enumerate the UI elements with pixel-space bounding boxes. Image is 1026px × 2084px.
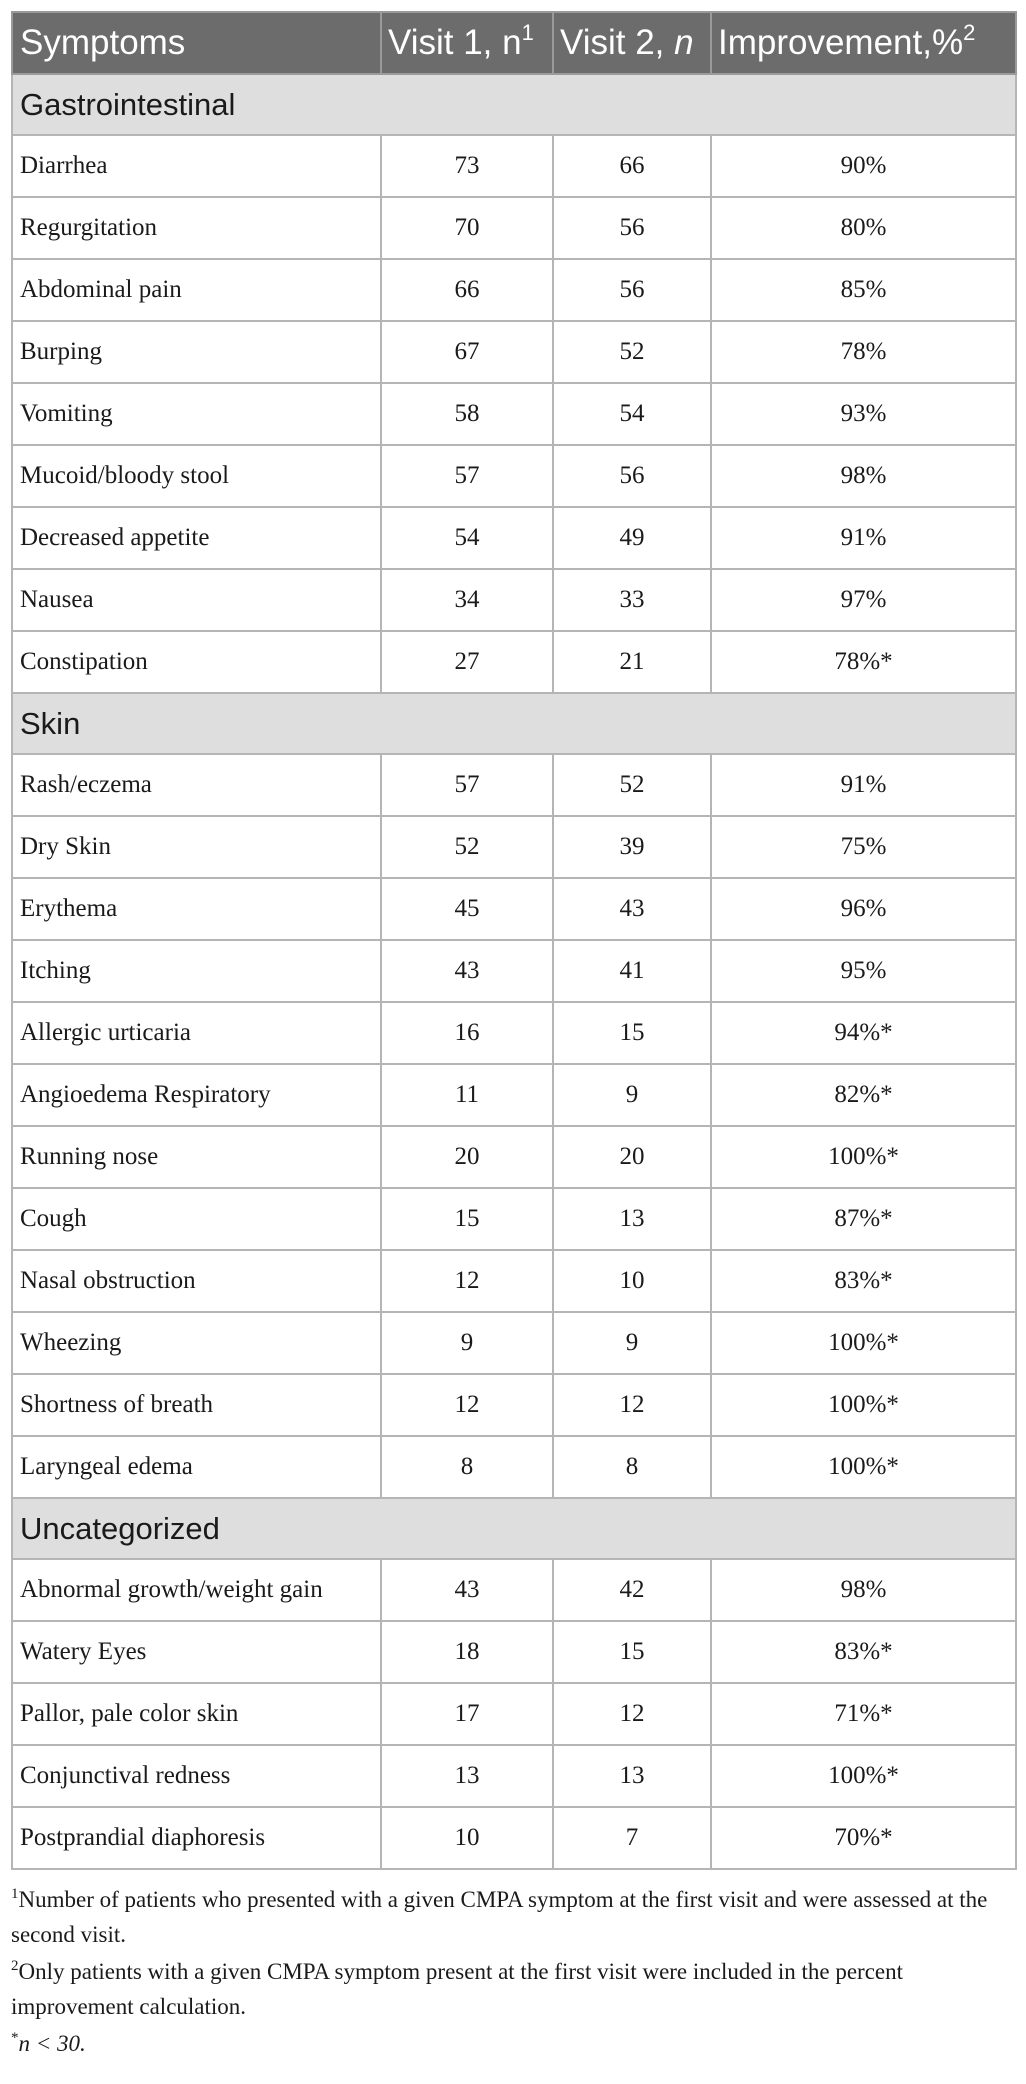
table-row [12, 321, 1016, 383]
table-body [12, 74, 1016, 1869]
table-row [12, 1126, 1016, 1188]
footnotes [11, 1882, 1015, 2061]
improvement-cell: 100%* [711, 1312, 1016, 1374]
improvement-cell: 80% [711, 197, 1016, 259]
symptom-cell: Postprandial diaphoresis [12, 1807, 381, 1869]
visit-1-cell: 54 [381, 507, 553, 569]
table-row [12, 631, 1016, 693]
table-row [12, 1250, 1016, 1312]
header-visit-2: Visit 2, n [553, 12, 711, 74]
improvement-cell: 100%* [711, 1126, 1016, 1188]
table-row [12, 1621, 1016, 1683]
category-label: Uncategorized [12, 1498, 1016, 1559]
improvement-cell: 100%* [711, 1374, 1016, 1436]
symptom-cell: Abdominal pain [12, 259, 381, 321]
improvement-cell: 96% [711, 878, 1016, 940]
visit-2-cell: 21 [553, 631, 711, 693]
improvement-cell: 91% [711, 754, 1016, 816]
symptom-cell: Nasal obstruction [12, 1250, 381, 1312]
symptom-cell: Laryngeal edema [12, 1436, 381, 1498]
visit-1-cell: 11 [381, 1064, 553, 1126]
category-row [12, 1498, 1016, 1559]
visit-1-cell: 17 [381, 1683, 553, 1745]
visit-2-cell: 54 [553, 383, 711, 445]
visit-2-cell: 15 [553, 1002, 711, 1064]
symptom-table-container [11, 11, 1015, 2063]
footnote-1: $^1$Number of patients who presented with a given CMPA symptom at the first visit and were assessed at the second visit. [11, 1886, 988, 1947]
visit-1-cell: 10 [381, 1807, 553, 1869]
table-row [12, 1559, 1016, 1621]
header-visit-1: Visit 1, $n^1$ [381, 12, 553, 74]
table-row [12, 1002, 1016, 1064]
visit-1-cell: 27 [381, 631, 553, 693]
footnote-3: *n < 30. [11, 2030, 86, 2056]
visit-1-cell: 12 [381, 1374, 553, 1436]
table-row [12, 1064, 1016, 1126]
improvement-cell: 83%* [711, 1250, 1016, 1312]
symptom-cell: Diarrhea [12, 135, 381, 197]
visit-1-cell: 18 [381, 1621, 553, 1683]
symptom-cell: Mucoid/bloody stool [12, 445, 381, 507]
visit-2-cell: 52 [553, 321, 711, 383]
improvement-cell: 91% [711, 507, 1016, 569]
footnote-2: $^2$Only patients with a given CMPA symptom present at the first visit were included in the percent improvement calculation. [11, 1958, 904, 2019]
visit-1-cell: 52 [381, 816, 553, 878]
improvement-cell: 95% [711, 940, 1016, 1002]
symptom-table [11, 11, 1017, 1870]
visit-2-cell: 7 [553, 1807, 711, 1869]
visit-2-cell: 20 [553, 1126, 711, 1188]
table-row [12, 135, 1016, 197]
improvement-cell: 71%* [711, 1683, 1016, 1745]
visit-1-cell: 73 [381, 135, 553, 197]
table-row [12, 1188, 1016, 1250]
symptom-cell: Shortness of breath [12, 1374, 381, 1436]
visit-2-cell: 49 [553, 507, 711, 569]
visit-1-cell: 45 [381, 878, 553, 940]
category-label: Skin [12, 693, 1016, 754]
symptom-cell: Dry Skin [12, 816, 381, 878]
symptom-cell: Itching [12, 940, 381, 1002]
table-row [12, 197, 1016, 259]
visit-2-cell: 12 [553, 1683, 711, 1745]
symptom-cell: Allergic urticaria [12, 1002, 381, 1064]
visit-1-cell: 43 [381, 940, 553, 1002]
visit-2-cell: 12 [553, 1374, 711, 1436]
symptom-cell: Pallor, pale color skin [12, 1683, 381, 1745]
symptom-cell: Conjunctival redness [12, 1745, 381, 1807]
visit-2-cell: 66 [553, 135, 711, 197]
table-row [12, 259, 1016, 321]
improvement-cell: 78%* [711, 631, 1016, 693]
visit-2-cell: 39 [553, 816, 711, 878]
table-row [12, 1683, 1016, 1745]
symptom-cell: Angioedema Respiratory [12, 1064, 381, 1126]
category-row [12, 693, 1016, 754]
visit-1-cell: 20 [381, 1126, 553, 1188]
improvement-cell: 90% [711, 135, 1016, 197]
visit-1-cell: 13 [381, 1745, 553, 1807]
header-symptoms: Symptoms [12, 12, 381, 74]
improvement-cell: 78% [711, 321, 1016, 383]
symptom-cell: Regurgitation [12, 197, 381, 259]
improvement-cell: 97% [711, 569, 1016, 631]
visit-2-cell: 9 [553, 1312, 711, 1374]
visit-1-cell: 12 [381, 1250, 553, 1312]
visit-2-cell: 33 [553, 569, 711, 631]
symptom-cell: Erythema [12, 878, 381, 940]
improvement-cell: 83%* [711, 1621, 1016, 1683]
visit-2-cell: 9 [553, 1064, 711, 1126]
table-row [12, 1374, 1016, 1436]
improvement-cell: 94%* [711, 1002, 1016, 1064]
visit-2-cell: 56 [553, 445, 711, 507]
improvement-cell: 70%* [711, 1807, 1016, 1869]
table-row [12, 1312, 1016, 1374]
table-row [12, 445, 1016, 507]
symptom-cell: Burping [12, 321, 381, 383]
improvement-cell: 93% [711, 383, 1016, 445]
visit-2-cell: 13 [553, 1188, 711, 1250]
table-row [12, 569, 1016, 631]
symptom-cell: Rash/eczema [12, 754, 381, 816]
improvement-cell: 100%* [711, 1745, 1016, 1807]
visit-2-cell: 56 [553, 197, 711, 259]
visit-2-cell: 43 [553, 878, 711, 940]
visit-2-cell: 41 [553, 940, 711, 1002]
visit-1-cell: 57 [381, 754, 553, 816]
visit-1-cell: 34 [381, 569, 553, 631]
visit-1-cell: 70 [381, 197, 553, 259]
symptom-cell: Nausea [12, 569, 381, 631]
table-header-row [12, 12, 1016, 74]
improvement-cell: 98% [711, 1559, 1016, 1621]
table-row [12, 1807, 1016, 1869]
visit-1-cell: 9 [381, 1312, 553, 1374]
header-improvement: Improvement,%$^2$ [711, 12, 1016, 74]
improvement-cell: 82%* [711, 1064, 1016, 1126]
visit-1-cell: 66 [381, 259, 553, 321]
visit-1-cell: 57 [381, 445, 553, 507]
improvement-cell: 98% [711, 445, 1016, 507]
symptom-cell: Running nose [12, 1126, 381, 1188]
visit-2-cell: 52 [553, 754, 711, 816]
visit-1-cell: 16 [381, 1002, 553, 1064]
visit-1-cell: 67 [381, 321, 553, 383]
visit-2-cell: 10 [553, 1250, 711, 1312]
table-row [12, 754, 1016, 816]
category-row [12, 74, 1016, 135]
symptom-cell: Vomiting [12, 383, 381, 445]
improvement-cell: 100%* [711, 1436, 1016, 1498]
visit-1-cell: 58 [381, 383, 553, 445]
symptom-cell: Constipation [12, 631, 381, 693]
table-row [12, 878, 1016, 940]
symptom-cell: Watery Eyes [12, 1621, 381, 1683]
table-row [12, 1745, 1016, 1807]
visit-2-cell: 42 [553, 1559, 711, 1621]
table-row [12, 1436, 1016, 1498]
symptom-cell: Abnormal growth/weight gain [12, 1559, 381, 1621]
improvement-cell: 87%* [711, 1188, 1016, 1250]
visit-1-cell: 8 [381, 1436, 553, 1498]
symptom-cell: Decreased appetite [12, 507, 381, 569]
table-row [12, 507, 1016, 569]
visit-2-cell: 8 [553, 1436, 711, 1498]
improvement-cell: 75% [711, 816, 1016, 878]
table-row [12, 383, 1016, 445]
visit-2-cell: 13 [553, 1745, 711, 1807]
visit-1-cell: 43 [381, 1559, 553, 1621]
category-label: Gastrointestinal [12, 74, 1016, 135]
visit-2-cell: 56 [553, 259, 711, 321]
table-row [12, 816, 1016, 878]
symptom-cell: Wheezing [12, 1312, 381, 1374]
symptom-cell: Cough [12, 1188, 381, 1250]
improvement-cell: 85% [711, 259, 1016, 321]
table-row [12, 940, 1016, 1002]
visit-2-cell: 15 [553, 1621, 711, 1683]
visit-1-cell: 15 [381, 1188, 553, 1250]
